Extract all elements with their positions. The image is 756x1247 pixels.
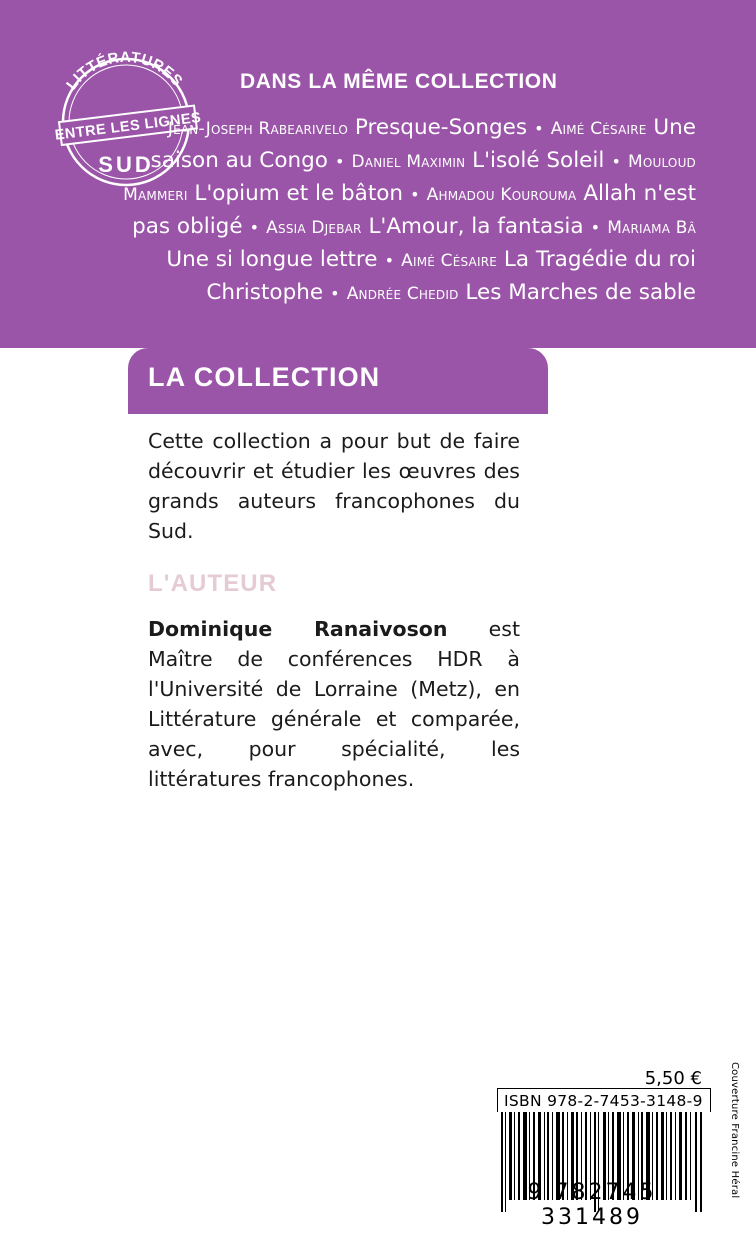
cover-credit: Couverture Francine Héral — [729, 1062, 740, 1199]
collection-entry-author: Aimé Césaire — [401, 251, 498, 271]
collection-entry-separator: • — [606, 151, 626, 171]
collection-entry-separator: • — [529, 118, 549, 138]
collection-entry-author: Daniel Maximin — [351, 152, 466, 172]
collection-entry-work: L'opium et le bâton — [194, 181, 404, 206]
collection-entry-separator: • — [329, 151, 350, 171]
collection-entry-work: Les Marches de sable — [465, 280, 696, 305]
collection-entry-work: Une si longue lettre — [166, 247, 378, 272]
collection-entry-work: Presque-Songes — [354, 115, 528, 140]
svg-text:LITTÉRATURES: LITTÉRATURES — [63, 48, 187, 93]
collection-entry-separator: • — [379, 250, 400, 270]
collection-entry-work: L'Amour, la fantasia — [368, 214, 584, 239]
collection-entry-separator: • — [585, 217, 606, 237]
author-name: Dominique Ranaivoson — [148, 617, 448, 641]
collection-entry-author: Aimé Césaire — [550, 119, 647, 139]
same-collection-list — [118, 112, 696, 310]
collection-section-heading: LA COLLECTION — [148, 362, 381, 392]
collection-entry-separator: • — [325, 283, 345, 303]
author-bio-text: est Maître de conférences HDR à l'Université de Lorraine (Metz), en Littérature générale et comparée, avec, pour spécialité, les littératures francophones. — [148, 617, 520, 791]
collection-entry-author: Ahmadou Kourouma — [426, 185, 577, 205]
author-section-heading: L'AUTEUR — [148, 570, 278, 597]
collection-entry-author: Andrée Chedid — [346, 284, 459, 304]
svg-text:SUD: SUD — [98, 152, 154, 177]
collection-entry-author: Mariama Bâ — [607, 218, 696, 238]
isbn-label: ISBN 978-2-7453-3148-9 — [497, 1088, 711, 1115]
price-label: 5,50 € — [644, 1068, 702, 1089]
collection-entry-work: L'isolé Soleil — [472, 148, 605, 173]
collection-entry-author: Mouloud Mammeri — [123, 152, 696, 205]
svg-text:ENTRE LES LIGNES: ENTRE LES LIGNES — [53, 109, 203, 144]
collection-entry-separator: • — [244, 217, 265, 237]
collection-entry-author: Jean-Joseph Rabearivelo — [167, 119, 349, 139]
collection-entry-work: La Tragédie du roi Christophe — [206, 247, 696, 305]
collection-description: Cette collection a pour but de faire découvrir et étudier les œuvres des grands auteurs francophones du Sud. — [148, 429, 520, 543]
barcode-digits: 9 782745 331489 — [527, 1180, 657, 1230]
collection-entry-work: Une saison au Congo — [150, 115, 696, 173]
collection-entry-work: Allah n'est pas obligé — [132, 181, 696, 239]
collection-entry-author: Assia Djebar — [266, 218, 362, 238]
same-collection-title: DANS LA MÊME COLLECTION — [240, 70, 558, 93]
author-description — [148, 614, 520, 794]
collection-entry-separator: • — [405, 184, 425, 204]
